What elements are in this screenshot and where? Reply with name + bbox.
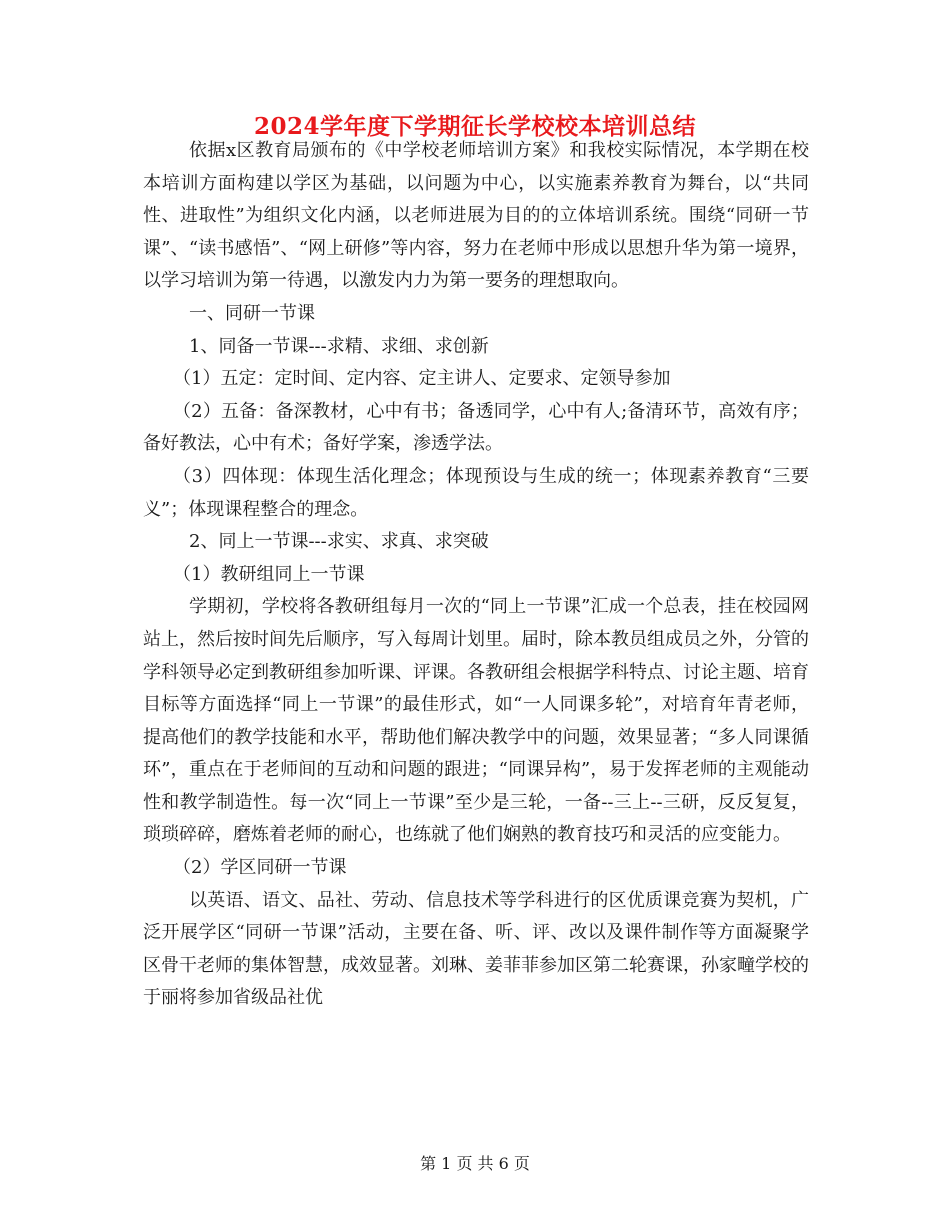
document-body xyxy=(143,135,809,1015)
subsection-heading-1: 1、同备一节课---求精、求细、求创新 xyxy=(189,335,489,357)
section-heading-1: 一、同研一节课 xyxy=(189,302,315,324)
document-title: 2024学年度下学期征长学校校本培训总结 xyxy=(253,113,696,140)
list-item-xuequ: （2）学区同研一节课 xyxy=(173,857,347,879)
list-item-jiaoyanzu: （1）教研组同上一节课 xyxy=(173,563,365,585)
body-paragraph-xuequ: 以英语、语文、品社、劳动、信息技术等学科进行的区优质课竞赛为契机，广泛开展学区“同研一节课”活动，主要在备、听、评、改以及课件制作等方面凝聚学区骨干老师的集体智慧，成效显著。刘琳、姜菲菲参加区第二轮赛课，孙家疃学校的于丽将参加省级品社优 xyxy=(143,889,809,1009)
list-item-wuding: （1）五定：定时间、定内容、定主讲人、定要求、定领导参加 xyxy=(173,368,671,390)
list-item-sitixian: （3）四体现：体现生活化理念；体现预设与生成的统一；体现素养教育“三要义”；体现课程整合的理念。 xyxy=(143,465,809,520)
page-footer: 第 1 页 共 6 页 xyxy=(420,1154,530,1173)
intro-paragraph: 依据x区教育局颁布的《中学校老师培训方案》和我校实际情况，本学期在校本培训方面构建以学区为基础，以问题为中心，以实施素养教育为舞台，以“共同性、进取性”为组织文化内涵，以老师进展为目的的立体培训系统。围绕“同研一节课”、“读书感悟”、“网上研修”等内容，努力在老师中形成以思想升华为第一境界，以学习培训为第一待遇，以激发内力为第一要务的理想取向。 xyxy=(143,140,809,292)
body-paragraph-jiaoyanzu: 学期初，学校将各教研组每月一次的“同上一节课”汇成一个总表，挂在校园网站上，然后按时间先后顺序，写入每周计划里。届时，除本教员组成员之外，分管的学科领导必定到教研组参加听课、评课。各教研组会根据学科特点、讨论主题、培育目标等方面选择“同上一节课”的最佳形式，如“一人同课多轮”，对培育年青老师，提高他们的教学技能和水平，帮助他们解决教学中的问题，效果显著；“多人同课循环”，重点在于老师间的互动和问题的跟进；“同课异构”，易于发挥老师的主观能动性和教学制造性。每一次“同上一节课”至少是三轮，一备--三上--三研，反反复复，琐琐碎碎，磨炼着老师的耐心，也练就了他们娴熟的教育技巧和灵活的应变能力。 xyxy=(143,596,809,846)
list-item-wubei: （2）五备：备深教材，心中有书；备透同学，心中有人;备清环节，高效有序；备好教法，心中有术；备好学案，渗透学法。 xyxy=(143,400,809,455)
subsection-heading-2: 2、同上一节课---求实、求真、求突破 xyxy=(189,531,489,553)
